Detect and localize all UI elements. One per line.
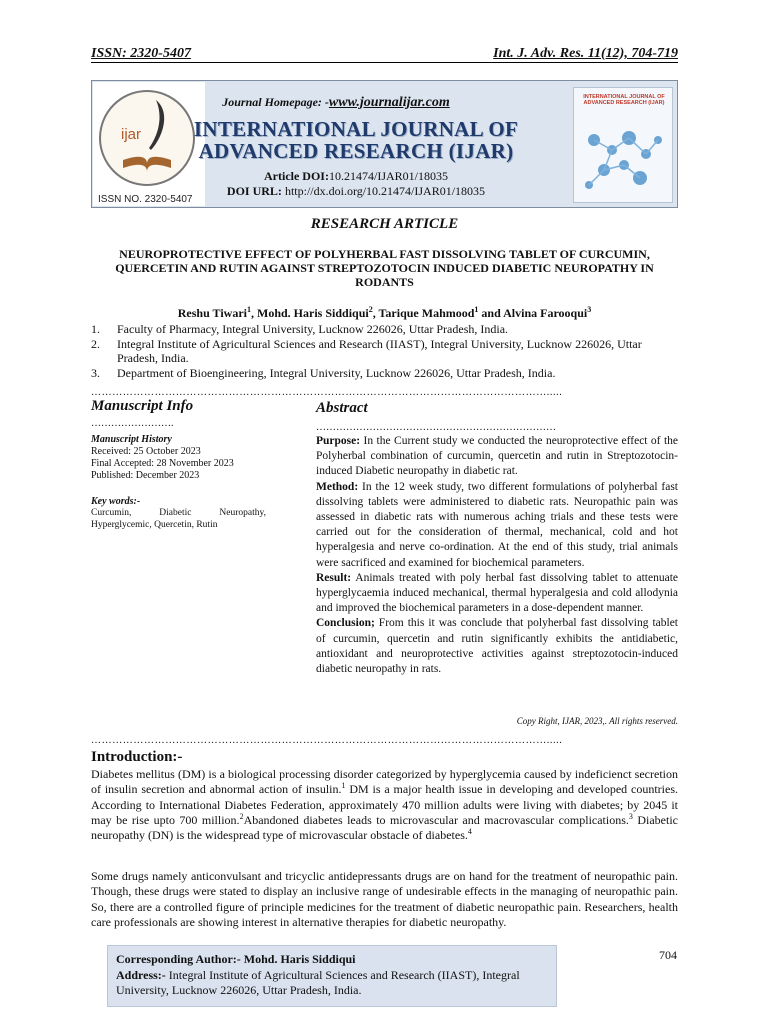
keywords: Curcumin, Diabetic Neuropathy, Hyperglycemic, Quercetin, Rutin <box>91 508 266 530</box>
logo-issn: ISSN NO. 2320-5407 <box>98 194 193 205</box>
affiliation-text: Integral Institute of Agricultural Sciences and Research (IIAST), Integral University, Lucknow 226026, Uttar Pradesh, India. <box>117 336 642 365</box>
doi-label: Article DOI: <box>264 169 329 183</box>
abstract-purpose: Purpose: In the Current study we conducted the neuroprotective effect of the Polyherbal combination of curcumin, quercetin and rutin in Streptozotocin-induced Diabetic neuropathy in diabetic rat. <box>316 435 678 478</box>
author-name: Alvina Farooqui <box>503 306 588 320</box>
journal-title <box>121 118 591 162</box>
doi-url-label: DOI URL: <box>226 184 282 198</box>
manuscript-history-title: Manuscript History <box>91 434 172 445</box>
author-affiliation-mark: 3 <box>587 305 592 314</box>
author-name: Mohd. Haris Siddiqui <box>257 306 369 320</box>
accepted-date: Final Accepted: 28 November 2023 <box>91 458 234 469</box>
author-name: Tarique Mahmood <box>378 306 475 320</box>
author-name: Reshu Tiwari <box>177 306 247 320</box>
author-separator: and <box>478 306 504 320</box>
abstract-divider: ……………………………………………………………… <box>316 422 556 433</box>
cover-title: INTERNATIONAL JOURNAL OF ADVANCED RESEARCH (IJAR) <box>583 94 665 106</box>
affiliation-item <box>91 322 678 337</box>
abstract-conclusion: Conclusion; From this it was conclude that polyherbal fast dissolving tablet of curcumin, quercetin and rutin significantly exhibits the antidiabetic, antioxidant and neuroprotective activities against streptozotocin-induced diabetic neuropathy in rats. <box>316 617 678 676</box>
affiliation-number: 1. <box>91 322 100 336</box>
copyright-notice: Copy Right, IJAR, 2023,. All rights reserved. <box>516 716 678 726</box>
doi-block <box>141 169 571 199</box>
manuscript-info-heading: Manuscript Info <box>91 398 194 414</box>
author-separator: , <box>372 306 379 320</box>
received-date: Received: 25 October 2023 <box>91 446 201 457</box>
author-separator: , <box>251 306 257 320</box>
doi-url-link[interactable]: http://dx.doi.org/10.21474/IJAR01/18035 <box>281 184 486 198</box>
published-date: Published: December 2023 <box>91 470 200 481</box>
journal-banner <box>91 80 678 208</box>
abstract-heading: Abstract <box>316 400 368 416</box>
affiliation-text: Faculty of Pharmacy, Integral University, Lucknow 226026, Uttar Pradesh, India. <box>117 322 509 336</box>
corresponding-author: Corresponding Author:- Mohd. Haris Siddiqui <box>116 952 356 966</box>
author-affiliation-mark: 2 <box>368 305 373 314</box>
logo-text: ijar <box>121 126 142 143</box>
abstract-result: Result: Animals treated with poly herbal fast dissolving tablet to attenuate hyperglycaemia induced mechanical, thermal hyperalgesia and cold allodynia and improved the biochemical parameters in a dose-dependent manner. <box>316 571 678 615</box>
paper-title: NEUROPROTECTIVE EFFECT OF POLYHERBAL FAST DISSOLVING TABLET OF CURCUMIN, QUERCETIN AND RUTIN AGAINST STREPTOZOTOCIN INDUCED DIABETIC NEUROPATHY IN RODANTS <box>115 247 654 289</box>
affiliation-number: 2. <box>91 336 100 351</box>
affiliation-text: Department of Bioengineering, Integral University, Lucknow 226026, Uttar Pradesh, India. <box>117 365 556 380</box>
abstract-body <box>316 434 678 677</box>
introduction-paragraph-2: Some drugs namely anticonvulsant and tricyclic antidepressants drugs are on hand for the treatment of neuropathic pain. Though, these drugs were stated to display an inclusive range of undesirable effects in the managing of neuropathic pain. So, there are a controlled figure of principle medicines for the treatment of diabetic neuropathic pain. Researchers, health care professionals are showing interest in alternative therapies for diabetic neuropathy. <box>91 869 678 929</box>
author-address: Address:- Integral Institute of Agricultural Sciences and Research (IIAST), Integral University, Lucknow 226026, Uttar Pradesh, India. <box>116 967 520 997</box>
author-affiliation-mark: 1 <box>474 305 479 314</box>
article-type: RESEARCH ARTICLE <box>310 216 459 232</box>
journal-homepage <box>171 95 501 111</box>
journal-title-line1: INTERNATIONAL JOURNAL OF <box>193 117 519 141</box>
issn-header: ISSN: 2320-5407 <box>91 46 191 61</box>
header-rule <box>91 62 678 63</box>
doi-value: 10.21474/IJAR01/18035 <box>328 169 448 183</box>
corresponding-author-box <box>107 945 557 1007</box>
section-divider: …………………………………………………………………………………………………………………..... <box>91 388 563 398</box>
homepage-label: Journal Homepage: - <box>222 95 329 109</box>
page-number: 704 <box>659 948 677 962</box>
introduction-heading: Introduction:- <box>91 749 183 765</box>
author-affiliation-mark: 1 <box>247 305 251 314</box>
introduction-paragraph-1: Diabetes mellitus (DM) is a biological processing disorder categorized by hyperglycemia caused by indeficienct secretion of insulin secretion and abnormal action of insulin.$^1$ DM is a major health issue in developing and developed countries. According to International Diabetes Federation, approximately 470 million adults were living with diabetes; by 2045 it may be rise upto 700 million.$^2$Abandoned diabetes leads to microvascular and macrovascular complications.$^3$ Diabetic neuropathy (DN) is the widespread type of microvascular obstacle of diabetes.$^4$ <box>91 767 678 843</box>
journal-title-line2: ADVANCED RESEARCH (IJAR) <box>198 139 514 163</box>
abstract-method: Method: In the 12 week study, two different formulations of polyherbal fast dissolving tablets were administered to diabetic rats. Neuropathic pain was assessed in diabetic rats with numerous aching trials and these tests were carried out for the consideration of thermal, mechanical, cold and hot hyperalgesia and nerve co-ordination. At the end of this study, trial animals were sacrificed and examined for biochemical parameters. <box>316 480 678 569</box>
affiliation-item <box>91 337 678 366</box>
affiliation-list <box>91 322 678 380</box>
manuscript-divider: ……………………. <box>91 418 174 429</box>
citation-header: Int. J. Adv. Res. 11(12), 704-719 <box>493 46 678 61</box>
section-divider-2: …………………………………………………………………………………………………………………..... <box>91 736 563 746</box>
manuscript-info <box>91 400 266 531</box>
homepage-link[interactable]: www.journalijar.com <box>328 95 450 110</box>
author-list <box>91 305 678 321</box>
keywords-title: Key words:- <box>91 496 141 507</box>
affiliation-item <box>91 366 678 381</box>
affiliation-number: 3. <box>91 365 100 380</box>
